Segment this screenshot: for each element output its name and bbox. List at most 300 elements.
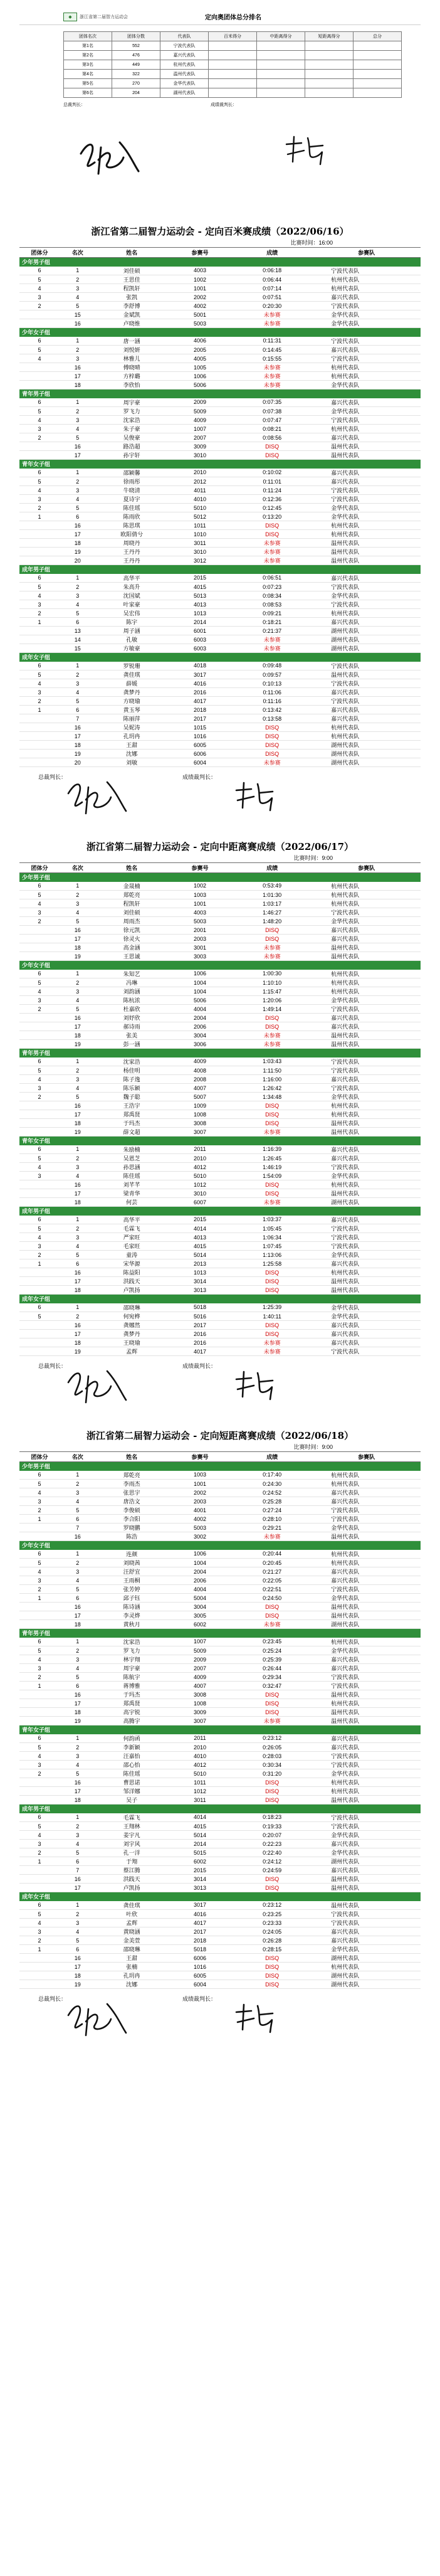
team-points-cell: 4 <box>19 679 60 688</box>
summary-col-header: 中距离得分 <box>257 32 305 41</box>
bib-cell: 3010 <box>168 1189 232 1198</box>
summary-table-header <box>64 32 402 41</box>
result-row <box>19 1084 421 1093</box>
rank-cell: 17 <box>60 1963 96 1971</box>
result-cell: DISQ <box>232 1971 312 1980</box>
team-cell: 宁波代表队 <box>312 1163 421 1172</box>
column-header: 参赛队 <box>312 248 421 258</box>
summary-col-header: 短距离得分 <box>305 32 354 41</box>
bib-cell: 1004 <box>168 987 232 996</box>
summary-cell <box>354 41 402 51</box>
rank-cell: 4 <box>60 1084 96 1093</box>
athlete-name-cell: 龚佳琪 <box>96 1901 168 1910</box>
result-cell: 0:08:56 <box>232 433 312 442</box>
result-cell: 1:25:58 <box>232 1259 312 1268</box>
team-points-cell <box>19 319 60 328</box>
team-points-cell <box>19 1031 60 1040</box>
summary-table-body <box>64 41 402 98</box>
team-points-cell: 5 <box>19 1154 60 1163</box>
column-header: 参赛队 <box>312 1452 421 1462</box>
team-cell: 嘉兴代表队 <box>312 574 421 583</box>
athlete-name-cell: 金晟楠 <box>96 882 168 891</box>
rank-cell: 19 <box>60 1128 96 1137</box>
result-row <box>19 548 421 556</box>
summary-cell <box>305 79 354 88</box>
bib-cell: 2011 <box>168 1145 232 1154</box>
team-points-cell <box>19 723 60 732</box>
athlete-name-cell: 朱励楠 <box>96 1145 168 1154</box>
result-cell: DISQ <box>232 1119 312 1128</box>
bib-cell: 4016 <box>168 679 232 688</box>
result-row <box>19 1866 421 1875</box>
bib-cell: 4014 <box>168 1813 232 1822</box>
athlete-name-cell: 陈佳瑶 <box>96 1172 168 1180</box>
column-header: 参赛号 <box>168 248 232 258</box>
result-cell: 未参赛 <box>232 1532 312 1541</box>
athlete-name-cell: 罗飞力 <box>96 407 168 416</box>
summary-cell <box>257 51 305 60</box>
bib-cell: 2005 <box>168 346 232 354</box>
athlete-name-cell: 沈国斌 <box>96 591 168 600</box>
result-row <box>19 1857 421 1866</box>
team-cell: 杭州代表队 <box>312 1110 421 1119</box>
result-row <box>19 1980 421 1989</box>
rank-cell: 16 <box>60 442 96 451</box>
result-row <box>19 1154 421 1163</box>
team-cell: 温州代表队 <box>312 1189 421 1198</box>
team-cell: 温州代表队 <box>312 1286 421 1295</box>
bib-cell: 2015 <box>168 574 232 583</box>
athlete-name-cell: 张思宇 <box>96 1488 168 1497</box>
bib-cell: 5007 <box>168 1093 232 1101</box>
athlete-name-cell: 沈家浩 <box>96 1057 168 1066</box>
result-row <box>19 1057 421 1066</box>
result-row <box>19 1198 421 1207</box>
bib-cell: 3007 <box>168 1717 232 1725</box>
bib-cell: 2017 <box>168 714 232 723</box>
rank-cell: 7 <box>60 1866 96 1875</box>
athlete-name-cell: 朱高升 <box>96 583 168 591</box>
athlete-name-cell: 沈家浩 <box>96 1638 168 1646</box>
rank-cell: 14 <box>60 635 96 644</box>
summary-org: 浙江省第二届智力运动会 <box>80 14 128 19</box>
team-points-cell: 4 <box>19 1233 60 1242</box>
team-points-cell: 3 <box>19 1497 60 1506</box>
result-row <box>19 882 421 891</box>
result-row <box>19 635 421 644</box>
result-cell: 0:23:12 <box>232 1901 312 1910</box>
athlete-name-cell: 陈丽萍 <box>96 714 168 723</box>
column-header: 名次 <box>60 248 96 258</box>
team-cell: 金华代表队 <box>312 1093 421 1101</box>
result-cell: 0:24:59 <box>232 1866 312 1875</box>
bib-cell: 3012 <box>168 556 232 565</box>
result-row <box>19 697 421 706</box>
team-cell: 宁波代表队 <box>312 1066 421 1075</box>
team-points-cell <box>19 556 60 565</box>
team-points-cell: 4 <box>19 1567 60 1576</box>
team-points-cell: 3 <box>19 1664 60 1673</box>
team-cell: 宁波代表队 <box>312 1005 421 1014</box>
team-points-cell: 5 <box>19 477 60 486</box>
team-cell: 温州代表队 <box>312 1277 421 1286</box>
athlete-name-cell: 陈诗涵 <box>96 1603 168 1611</box>
result-cell: DISQ <box>232 1180 312 1189</box>
summary-cell <box>305 41 354 51</box>
team-cell: 嘉兴代表队 <box>312 469 421 477</box>
result-row <box>19 1515 421 1524</box>
bib-cell: 2018 <box>168 1936 232 1945</box>
athlete-name-cell: 龚佳琪 <box>96 671 168 679</box>
team-points-cell: 3 <box>19 1761 60 1769</box>
athlete-name-cell: 邵晓琳 <box>96 1945 168 1954</box>
team-points-cell: 1 <box>19 618 60 627</box>
result-cell: 0:13:58 <box>232 714 312 723</box>
team-points-cell: 6 <box>19 398 60 407</box>
result-cell: DISQ <box>232 451 312 460</box>
result-row <box>19 1963 421 1971</box>
team-points-cell <box>19 644 60 653</box>
athlete-name-cell: 陈浩 <box>96 1532 168 1541</box>
result-cell: 0:09:21 <box>232 609 312 618</box>
column-header: 姓名 <box>96 863 168 873</box>
column-header: 参赛号 <box>168 863 232 873</box>
team-cell: 宁波代表队 <box>312 697 421 706</box>
bib-cell: 5001 <box>168 310 232 319</box>
athlete-name-cell: 汪嘉怡 <box>96 1752 168 1761</box>
rank-cell: 6 <box>60 1515 96 1524</box>
result-cell: DISQ <box>232 1778 312 1787</box>
rank-cell: 18 <box>60 1286 96 1295</box>
team-cell: 杭州代表队 <box>312 275 421 284</box>
bib-cell: 2007 <box>168 1664 232 1673</box>
rank-cell: 18 <box>60 1971 96 1980</box>
athlete-name-cell: 徐元凯 <box>96 926 168 935</box>
athlete-name-cell: 罗晓鹏 <box>96 1524 168 1532</box>
team-cell: 杭州代表队 <box>312 521 421 530</box>
team-cell: 金华代表队 <box>312 1769 421 1778</box>
result-cell: 未参赛 <box>232 1128 312 1137</box>
team-cell: 杭州代表队 <box>312 1778 421 1787</box>
result-cell: 0:08:21 <box>232 425 312 433</box>
rank-cell: 1 <box>60 662 96 671</box>
team-cell: 金华代表队 <box>312 1945 421 1954</box>
result-cell: DISQ <box>232 1611 312 1620</box>
rank-cell: 5 <box>60 433 96 442</box>
team-cell: 湖州代表队 <box>312 750 421 758</box>
rank-cell: 1 <box>60 1145 96 1154</box>
rank-cell: 17 <box>60 935 96 943</box>
result-row <box>19 381 421 390</box>
team-points-cell: 4 <box>19 899 60 908</box>
group-header-row <box>19 1295 421 1303</box>
result-cell: 未参赛 <box>232 943 312 952</box>
athlete-name-cell: 李合阳 <box>96 1515 168 1524</box>
rank-cell: 1 <box>60 1057 96 1066</box>
result-cell: 0:10:13 <box>232 679 312 688</box>
result-row <box>19 1268 421 1277</box>
result-cell: 0:23:33 <box>232 1919 312 1927</box>
rank-cell: 2 <box>60 1910 96 1919</box>
group-header-row <box>19 961 421 970</box>
result-row <box>19 1550 421 1559</box>
handwritten-signature-2 <box>233 1364 276 1407</box>
result-cell: 0:28:15 <box>232 1945 312 1954</box>
athlete-name-cell: 孔玥冉 <box>96 732 168 741</box>
rank-cell: 17 <box>60 1330 96 1338</box>
bib-cell: 3017 <box>168 1901 232 1910</box>
team-cell: 嘉兴代表队 <box>312 1576 421 1585</box>
team-cell: 宁波代表队 <box>312 1506 421 1515</box>
team-points-cell: 1 <box>19 1515 60 1524</box>
team-cell: 宁波代表队 <box>312 486 421 495</box>
team-cell: 嘉兴代表队 <box>312 398 421 407</box>
athlete-name-cell: 姜宇凡 <box>96 1831 168 1840</box>
athlete-name-cell: 薛媛 <box>96 679 168 688</box>
team-points-cell: 4 <box>19 354 60 363</box>
result-cell: 1:15:47 <box>232 987 312 996</box>
results-header <box>19 863 421 873</box>
result-cell: 0:11:24 <box>232 486 312 495</box>
result-cell: DISQ <box>232 1699 312 1708</box>
column-header: 团体分 <box>19 248 60 258</box>
team-points-cell <box>19 1321 60 1330</box>
bib-cell: 2018 <box>168 706 232 714</box>
summary-cell <box>257 60 305 70</box>
team-cell: 宁波代表队 <box>312 1761 421 1769</box>
result-cell: 未参赛 <box>232 1347 312 1356</box>
team-points-cell: 3 <box>19 495 60 504</box>
team-points-cell <box>19 1980 60 1989</box>
team-cell: 嘉兴代表队 <box>312 1338 421 1347</box>
team-points-cell: 5 <box>19 407 60 416</box>
team-points-cell: 5 <box>19 1822 60 1831</box>
result-row <box>19 1945 421 1954</box>
athlete-name-cell: 童涛 <box>96 1251 168 1259</box>
rank-cell: 3 <box>60 987 96 996</box>
bib-cell: 2004 <box>168 1567 232 1576</box>
team-cell: 杭州代表队 <box>312 899 421 908</box>
result-row <box>19 319 421 328</box>
result-cell: 0:21:37 <box>232 627 312 635</box>
summary-cell <box>209 41 257 51</box>
athlete-name-cell: 程凯轩 <box>96 899 168 908</box>
bib-cell: 4007 <box>168 1682 232 1690</box>
result-row <box>19 1971 421 1980</box>
team-cell: 宁波代表队 <box>312 1813 421 1822</box>
athlete-name-cell: 刘佳硕 <box>96 908 168 917</box>
team-cell: 嘉兴代表队 <box>312 1216 421 1224</box>
bib-cell: 1012 <box>168 1180 232 1189</box>
team-cell: 金华代表队 <box>312 310 421 319</box>
team-cell: 温州代表队 <box>312 1128 421 1137</box>
result-row <box>19 337 421 346</box>
result-cell: DISQ <box>232 530 312 539</box>
result-row <box>19 1251 421 1259</box>
athlete-name-cell: 周宇豪 <box>96 1664 168 1673</box>
athlete-name-cell: 金美萱 <box>96 1936 168 1945</box>
athlete-name-cell: 林宇翔 <box>96 1655 168 1664</box>
team-points-cell: 5 <box>19 1480 60 1488</box>
athlete-name-cell: 吴妮涛 <box>96 723 168 732</box>
rank-cell: 4 <box>60 1242 96 1251</box>
summary-cell <box>305 88 354 98</box>
bib-cell: 1002 <box>168 882 232 891</box>
result-cell: DISQ <box>232 1330 312 1338</box>
summary-cell: 476 <box>112 51 160 60</box>
team-cell: 温州代表队 <box>312 1031 421 1040</box>
result-row <box>19 521 421 530</box>
athlete-name-cell: 严家旺 <box>96 1233 168 1242</box>
summary-cell <box>305 60 354 70</box>
result-cell: 0:08:53 <box>232 600 312 609</box>
rank-cell: 5 <box>60 697 96 706</box>
rank-cell: 19 <box>60 750 96 758</box>
team-points-cell <box>19 1014 60 1022</box>
team-cell: 杭州代表队 <box>312 987 421 996</box>
summary-cell: 宁波代表队 <box>160 41 209 51</box>
rank-cell: 17 <box>60 1110 96 1119</box>
athlete-name-cell: 杜嘉欣 <box>96 1005 168 1014</box>
rank-cell: 6 <box>60 512 96 521</box>
result-cell: DISQ <box>232 1875 312 1884</box>
result-cell: 0:25:24 <box>232 1646 312 1655</box>
result-row <box>19 1233 421 1242</box>
rank-cell: 5 <box>60 917 96 926</box>
team-cell: 嘉兴代表队 <box>312 1743 421 1752</box>
rank-cell: 3 <box>60 1233 96 1242</box>
team-cell: 温州代表队 <box>312 1532 421 1541</box>
result-cell: 未参赛 <box>232 319 312 328</box>
result-row <box>19 1743 421 1752</box>
team-points-cell: 6 <box>19 1638 60 1646</box>
team-points-cell <box>19 1611 60 1620</box>
team-cell: 宁波代表队 <box>312 679 421 688</box>
athlete-name-cell: 蔡江腾 <box>96 1866 168 1875</box>
team-cell: 金华代表队 <box>312 512 421 521</box>
team-cell: 湖州代表队 <box>312 1620 421 1629</box>
bib-cell: 4017 <box>168 697 232 706</box>
team-points-cell <box>19 1040 60 1049</box>
team-points-cell: 1 <box>19 1259 60 1268</box>
athlete-name-cell: 李俊硕 <box>96 1506 168 1515</box>
team-points-cell <box>19 1101 60 1110</box>
rank-cell: 2 <box>60 891 96 899</box>
group-name: 成年女子组 <box>19 653 421 662</box>
team-cell: 嘉兴代表队 <box>312 293 421 302</box>
column-header: 参赛队 <box>312 863 421 873</box>
result-row <box>19 1690 421 1699</box>
result-cell: 1:54:09 <box>232 1172 312 1180</box>
team-points-cell <box>19 1717 60 1725</box>
result-row <box>19 1910 421 1919</box>
team-cell: 宁波代表队 <box>312 1822 421 1831</box>
result-row <box>19 1321 421 1330</box>
result-cell: 未参赛 <box>232 758 312 767</box>
athlete-name-cell: 叶家豪 <box>96 600 168 609</box>
athlete-name-cell: 李舒博 <box>96 302 168 310</box>
bib-cell: 6002 <box>168 1857 232 1866</box>
chief-referee-label: 总裁判长： <box>38 773 67 780</box>
athlete-name-cell: 王丹丹 <box>96 548 168 556</box>
team-points-cell <box>19 372 60 381</box>
result-row <box>19 609 421 618</box>
bib-cell: 2015 <box>168 1216 232 1224</box>
team-points-cell <box>19 750 60 758</box>
bib-cell: 3013 <box>168 1884 232 1892</box>
result-row <box>19 1655 421 1664</box>
result-row <box>19 688 421 697</box>
athlete-name-cell: 刘芊芊 <box>96 1180 168 1189</box>
column-header: 成绩 <box>232 248 312 258</box>
team-cell: 杭州代表队 <box>312 1787 421 1796</box>
rank-cell: 2 <box>60 1154 96 1163</box>
result-cell: 0:07:47 <box>232 416 312 425</box>
bib-cell: 3014 <box>168 1875 232 1884</box>
rank-cell: 18 <box>60 1796 96 1805</box>
rank-cell: 16 <box>60 521 96 530</box>
rank-cell: 3 <box>60 1919 96 1927</box>
team-points-cell <box>19 1119 60 1128</box>
athlete-name-cell: 邱子钰 <box>96 1594 168 1603</box>
athlete-name-cell: 彭一涵 <box>96 1040 168 1049</box>
bib-cell: 4012 <box>168 1163 232 1172</box>
result-cell: 0:12:45 <box>232 504 312 512</box>
summary-cell <box>257 88 305 98</box>
result-row <box>19 1620 421 1629</box>
athlete-name-cell: 王甜 <box>96 1954 168 1963</box>
result-cell: DISQ <box>232 1110 312 1119</box>
team-points-cell <box>19 627 60 635</box>
bib-cell: 6006 <box>168 1954 232 1963</box>
result-cell: 0:08:34 <box>232 591 312 600</box>
team-points-cell: 4 <box>19 591 60 600</box>
team-points-cell <box>19 530 60 539</box>
rank-cell: 4 <box>60 688 96 697</box>
summary-cell <box>257 70 305 79</box>
bib-cell: 2009 <box>168 1655 232 1664</box>
team-points-cell <box>19 1022 60 1031</box>
rank-cell: 1 <box>60 1638 96 1646</box>
team-cell: 嘉兴代表队 <box>312 1145 421 1154</box>
result-row <box>19 627 421 635</box>
group-name: 青年男子组 <box>19 1049 421 1057</box>
team-cell: 杭州代表队 <box>312 372 421 381</box>
team-points-cell <box>19 1128 60 1137</box>
document <box>19 0 421 2058</box>
athlete-name-cell: 陈乐颖 <box>96 1084 168 1093</box>
team-points-cell: 4 <box>19 1075 60 1084</box>
rank-cell: 5 <box>60 1769 96 1778</box>
result-cell: DISQ <box>232 1101 312 1110</box>
bib-cell: 5018 <box>168 1303 232 1312</box>
bib-cell: 3005 <box>168 1611 232 1620</box>
result-row <box>19 758 421 767</box>
athlete-name-cell: 朱知艺 <box>96 970 168 978</box>
athlete-name-cell: 孙宇轩 <box>96 451 168 460</box>
bib-cell: 4017 <box>168 1347 232 1356</box>
team-points-cell: 5 <box>19 1910 60 1919</box>
team-points-cell <box>19 1603 60 1611</box>
team-points-cell: 5 <box>19 1224 60 1233</box>
result-cell: DISQ <box>232 442 312 451</box>
result-row <box>19 935 421 943</box>
team-points-cell: 5 <box>19 1646 60 1655</box>
result-row <box>19 363 421 372</box>
result-cell: DISQ <box>232 1954 312 1963</box>
summary-cell <box>209 51 257 60</box>
column-header: 成绩 <box>232 863 312 873</box>
